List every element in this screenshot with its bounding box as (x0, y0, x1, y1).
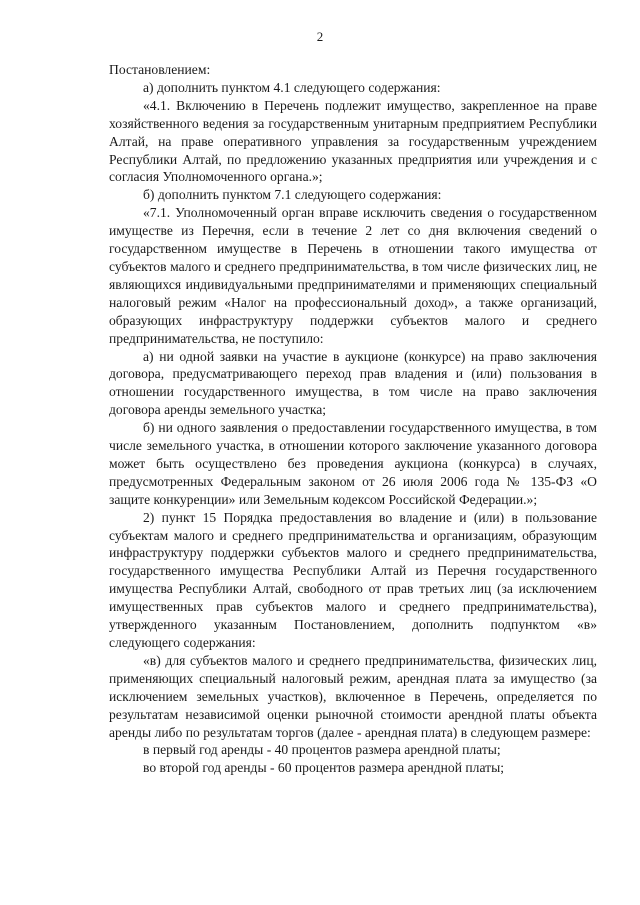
paragraph-item-b: б) дополнить пунктом 7.1 следующего содержания: (143, 187, 442, 203)
paragraph-item-2: 2) пункт 15 Порядка предоставления во владение и (или) в пользование субъектам малого и среднего предпринимательства и организациям, образующим инфраструктуру поддержки субъектов малого и среднего предпринимательства, государственного имущества Республики Алтай из Перечня государственного имущества Республики Алтай, свободного от прав третьих лиц (за исключением имущественных прав субъектов малого и среднего предпринимательства), утвержденного указанным Постановлением, дополнить подпунктом «в» следующего содержания: (109, 509, 597, 650)
document-body (109, 61, 597, 777)
paragraph-clause-7-1: «7.1. Уполномоченный орган вправе исключить сведения о государственном имуществе из Перечня, если в течение 2 лет со дня включения сведений о государственном имуществе в Перечень в отношении такого имущества от субъектов малого и среднего предпринимательства, в том числе физических лиц, не являющихся индивидуальными предпринимателями и применяющих специальный налоговый режим «Налог на профессиональный доход», а также организаций, образующих инфраструктуру поддержки субъектов малого и среднего предпринимательства, не поступило: (109, 205, 597, 346)
paragraph-subitem-v: «в) для субъектов малого и среднего предпринимательства, физических лиц, применяющих специальный налоговый режим, арендная плата за имущество (за исключением земельных участков), включенное в Перечень, определяется по результатам независимой оценки рыночной стоимости арендной платы объекта аренды либо по результатам торгов (далее - арендная плата) в следующем размере: (109, 652, 597, 740)
paragraph-subitem-a: а) ни одной заявки на участие в аукционе (конкурсе) на право заключения договора, предусматривающего переход прав владения и (или) пользования в отношении государственного имущества, в том числе на право заключения договора аренды земельного участка; (109, 348, 597, 418)
paragraph-clause-4-1: «4.1. Включению в Перечень подлежит имущество, закрепленное на праве хозяйственного ведения за государственным унитарным предприятием Республики Алтай, на праве оперативного управления за государственным учреждением Республики Алтай, по предложению указанных предприятия или учреждения и с согласия Уполномоченного органа.»; (109, 97, 597, 185)
page-number: 2 (316, 29, 324, 44)
paragraph-item-a: а) дополнить пунктом 4.1 следующего содержания: (143, 79, 441, 95)
paragraph-second-year: во второй год аренды - 60 процентов размера арендной платы; (143, 760, 504, 776)
paragraph-first-year: в первый год аренды - 40 процентов размера арендной платы; (143, 742, 501, 758)
paragraph-intro: Постановлением: (109, 62, 211, 77)
paragraph-subitem-b: б) ни одного заявления о предоставлении государственного имущества, в том числе земельного участка, в отношении которого заключение указанного договора может быть осуществлено без проведения аукциона (конкурса) в случаях, предусмотренных Федеральным законом от 26 июля 2006 года № 135-ФЗ «О защите конкуренции» или Земельным кодексом Российской Федерации.»; (109, 420, 597, 507)
